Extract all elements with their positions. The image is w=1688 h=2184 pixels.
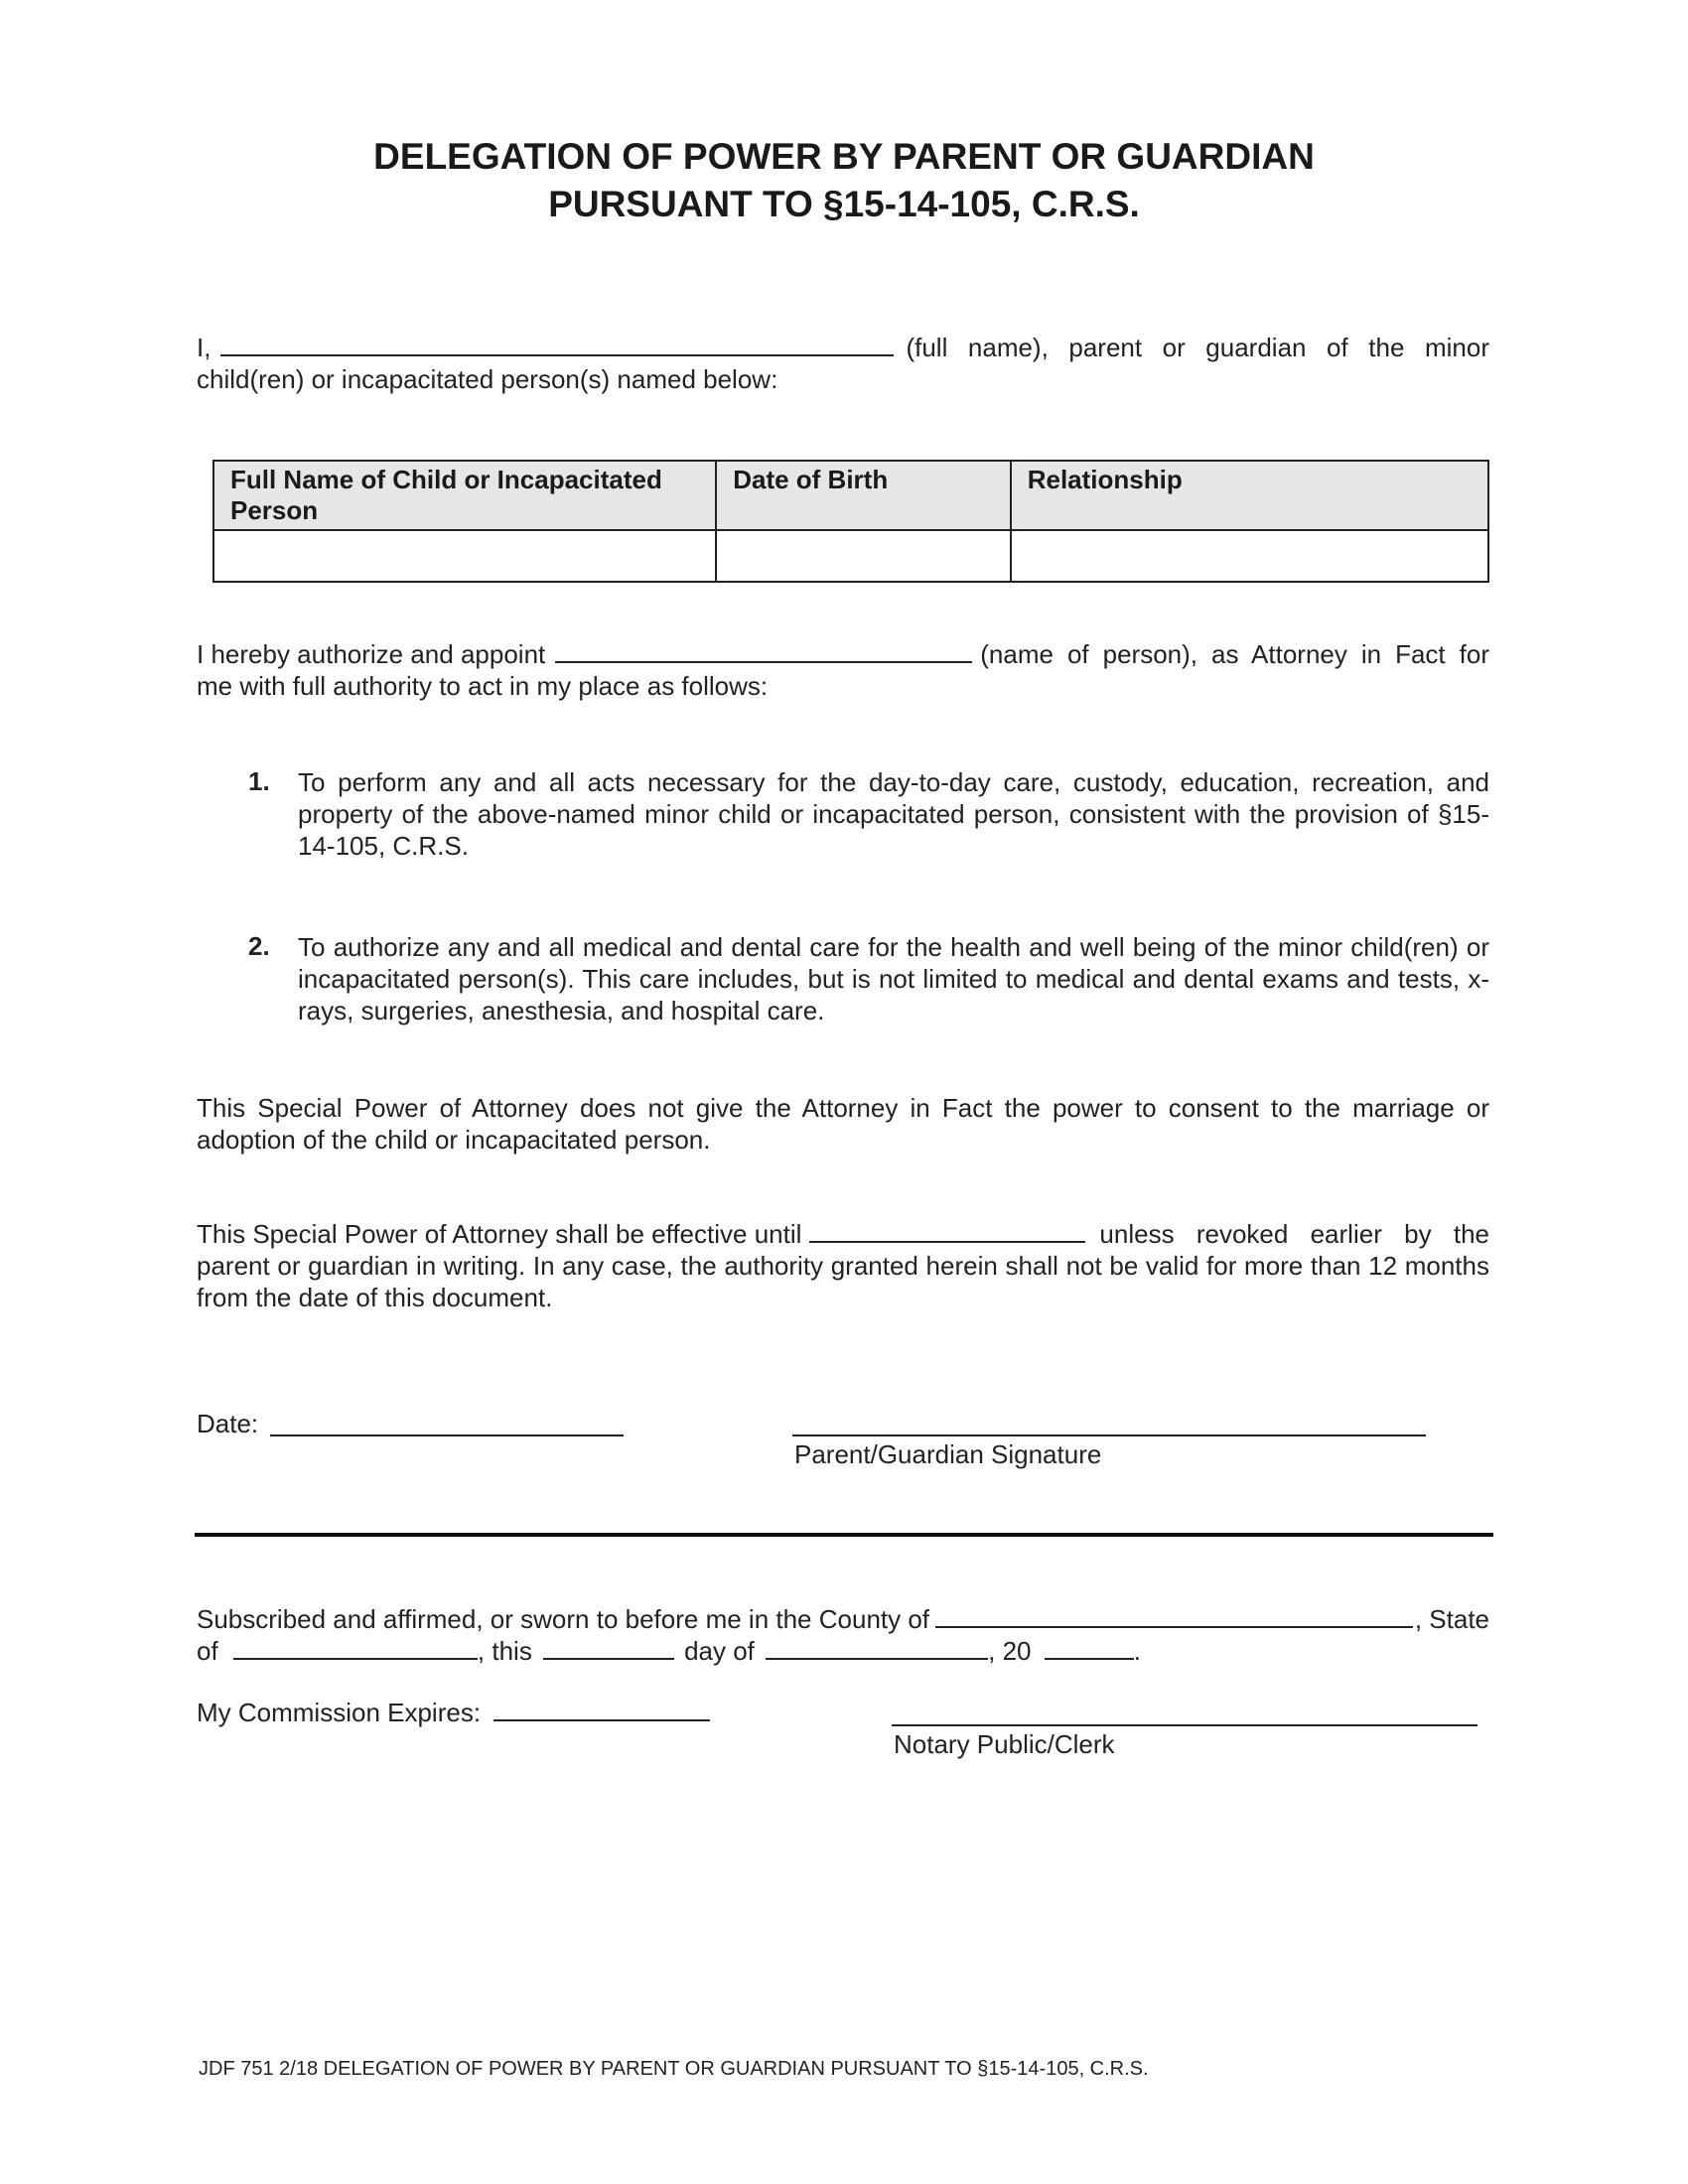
commission-row <box>197 1698 710 1728</box>
parent-signature-label: Parent/Guardian Signature <box>794 1439 1102 1469</box>
intro-paragraph <box>197 332 1489 395</box>
notary-part-6: , 20 <box>988 1636 1032 1666</box>
header-date-of-birth: Date of Birth <box>716 461 1010 530</box>
table-header-row <box>213 461 1488 530</box>
date-label: Date: <box>197 1409 259 1438</box>
intro-line-2: child(ren) or incapacitated person(s) named below: <box>197 364 778 394</box>
intro-prefix: I, <box>197 333 211 362</box>
notary-signature-line[interactable] <box>892 1724 1477 1726</box>
form-footer: JDF 751 2/18 DELEGATION OF POWER BY PARENT OR GUARDIAN PURSUANT TO §15-14-105, C.R.S. <box>199 2058 1149 2080</box>
appoint-prefix: I hereby authorize and appoint <box>197 639 546 669</box>
child-dob-cell[interactable] <box>716 530 1010 582</box>
date-field[interactable] <box>270 1434 624 1436</box>
child-relationship-cell[interactable] <box>1011 530 1488 582</box>
item-2-text: To authorize any and all medical and dental care for the health and well being of the minor child(ren) or incapacitated person(s). This care includes, but is not limited to medical and dental exams and tests, x-rays, surgeries, anesthesia, and hospital care. <box>298 932 1489 1025</box>
day-field[interactable] <box>543 1636 674 1660</box>
attorney-name-field[interactable] <box>555 639 972 663</box>
parent-signature-line[interactable] <box>792 1434 1426 1436</box>
effective-suffix: unless revoked earlier by the <box>1099 1219 1489 1249</box>
child-name-cell[interactable] <box>213 530 716 582</box>
limitation-paragraph: This Special Power of Attorney does not give the Attorney in Fact the power to consent to the marriage or adoption of the child or incapacitated person. <box>197 1093 1489 1155</box>
intro-suffix: (full name), parent or guardian of the minor <box>906 333 1489 362</box>
effective-paragraph <box>197 1218 1489 1313</box>
item-1-text: To perform any and all acts necessary for the day-to-day care, custody, education, recreation, and property of the above-named minor child or incapacitated person, consistent with the provision of §15-14-105, C.R.S. <box>298 767 1489 861</box>
notary-part-2: , State <box>1414 1604 1489 1634</box>
notary-part-7: . <box>1133 1636 1141 1666</box>
full-name-field[interactable] <box>220 333 894 356</box>
children-table <box>212 460 1489 583</box>
state-field[interactable] <box>233 1636 478 1660</box>
notary-part-3: of <box>197 1636 218 1666</box>
effective-prefix: This Special Power of Attorney shall be effective until <box>197 1219 802 1249</box>
year-field[interactable] <box>1045 1636 1134 1660</box>
effective-rest: parent or guardian in writing. In any case, the authority granted herein shall not be valid for more than 12 months from the date of this document. <box>197 1251 1489 1312</box>
notary-part-1: Subscribed and affirmed, or sworn to before me in the County of <box>197 1604 930 1634</box>
item-1-number: 1. <box>248 766 270 796</box>
item-2-number: 2. <box>248 931 270 961</box>
header-relationship: Relationship <box>1011 461 1488 530</box>
notary-part-4: , this <box>477 1636 532 1666</box>
appoint-paragraph <box>197 638 1489 702</box>
effective-until-field[interactable] <box>809 1219 1085 1243</box>
appoint-line-2: me with full authority to act in my place as follows: <box>197 671 769 701</box>
notary-part-5: day of <box>684 1636 755 1666</box>
table-row <box>213 530 1488 582</box>
form-title-line-2: PURSUANT TO §15-14-105, C.R.S. <box>548 184 1140 224</box>
notary-paragraph <box>197 1603 1489 1667</box>
notary-signature-label: Notary Public/Clerk <box>894 1729 1115 1759</box>
month-field[interactable] <box>766 1636 988 1660</box>
county-field[interactable] <box>935 1604 1413 1628</box>
commission-expires-field[interactable] <box>493 1698 710 1721</box>
commission-label: My Commission Expires: <box>197 1698 482 1727</box>
header-full-name: Full Name of Child or Incapacitated Person <box>213 461 716 530</box>
appoint-suffix: (name of person), as Attorney in Fact for <box>980 639 1489 669</box>
section-divider <box>195 1533 1493 1537</box>
form-title-line-1: DELEGATION OF POWER BY PARENT OR GUARDIAN <box>373 136 1315 177</box>
